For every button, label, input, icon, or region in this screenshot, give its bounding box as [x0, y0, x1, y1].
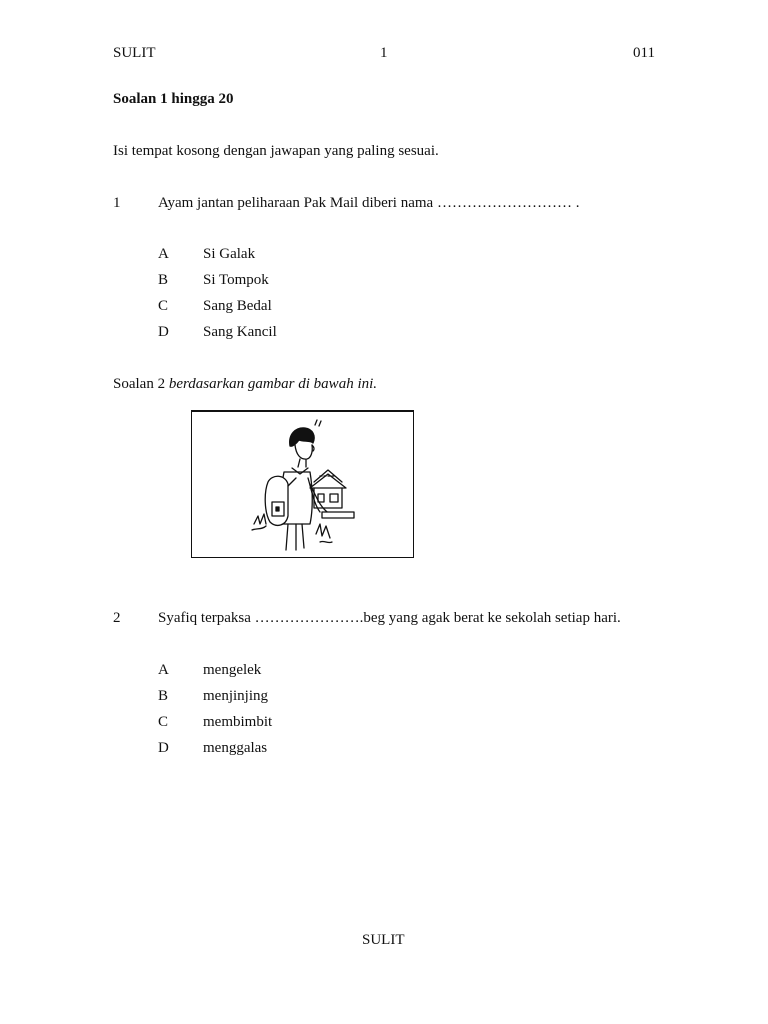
q2-option-b-text: menjinjing: [203, 688, 268, 704]
q2-option-b-letter: B: [158, 688, 169, 704]
question-2-intro: [113, 377, 377, 392]
footer-label: SULIT: [362, 932, 405, 948]
section-title: Soalan 1 hingga 20: [113, 91, 234, 107]
q1-option-c-letter: C: [158, 298, 169, 314]
q2-option-c-text: membimbit: [203, 714, 273, 730]
question-2-intro-italic: berdasarkan gambar di bawah ini.: [168, 376, 378, 392]
q1-option-b-letter: B: [158, 272, 169, 288]
page-number: 1: [380, 45, 388, 61]
paper-code: 011: [633, 45, 655, 61]
question-1-number: 1: [113, 195, 121, 211]
question-1-text: Ayam jantan peliharaan Pak Mail diberi nama ……………………… .: [158, 195, 580, 211]
boy-with-backpack-illustration: [192, 412, 413, 557]
q1-option-a-letter: A: [158, 246, 169, 262]
q2-option-d-text: menggalas: [203, 740, 268, 756]
q2-option-d-letter: D: [158, 740, 169, 756]
q1-option-d-letter: D: [158, 324, 169, 340]
question-2-intro-prefix: Soalan 2: [113, 376, 166, 392]
q1-option-a-text: Si Galak: [203, 246, 256, 262]
question-2-figure: [191, 410, 414, 558]
q2-option-c-letter: C: [158, 714, 169, 730]
q2-option-a-text: mengelek: [203, 662, 262, 678]
instruction: Isi tempat kosong dengan jawapan yang paling sesuai.: [113, 143, 439, 159]
q1-option-d-text: Sang Kancil: [203, 324, 277, 340]
header-left-label: SULIT: [113, 45, 156, 61]
question-2-number: 2: [113, 610, 121, 626]
q1-option-c-text: Sang Bedal: [203, 298, 272, 314]
q1-option-b-text: Si Tompok: [203, 272, 269, 288]
question-2-text: Syafiq terpaksa ………………….beg yang agak berat ke sekolah setiap hari.: [158, 610, 621, 626]
q2-option-a-letter: A: [158, 662, 169, 678]
